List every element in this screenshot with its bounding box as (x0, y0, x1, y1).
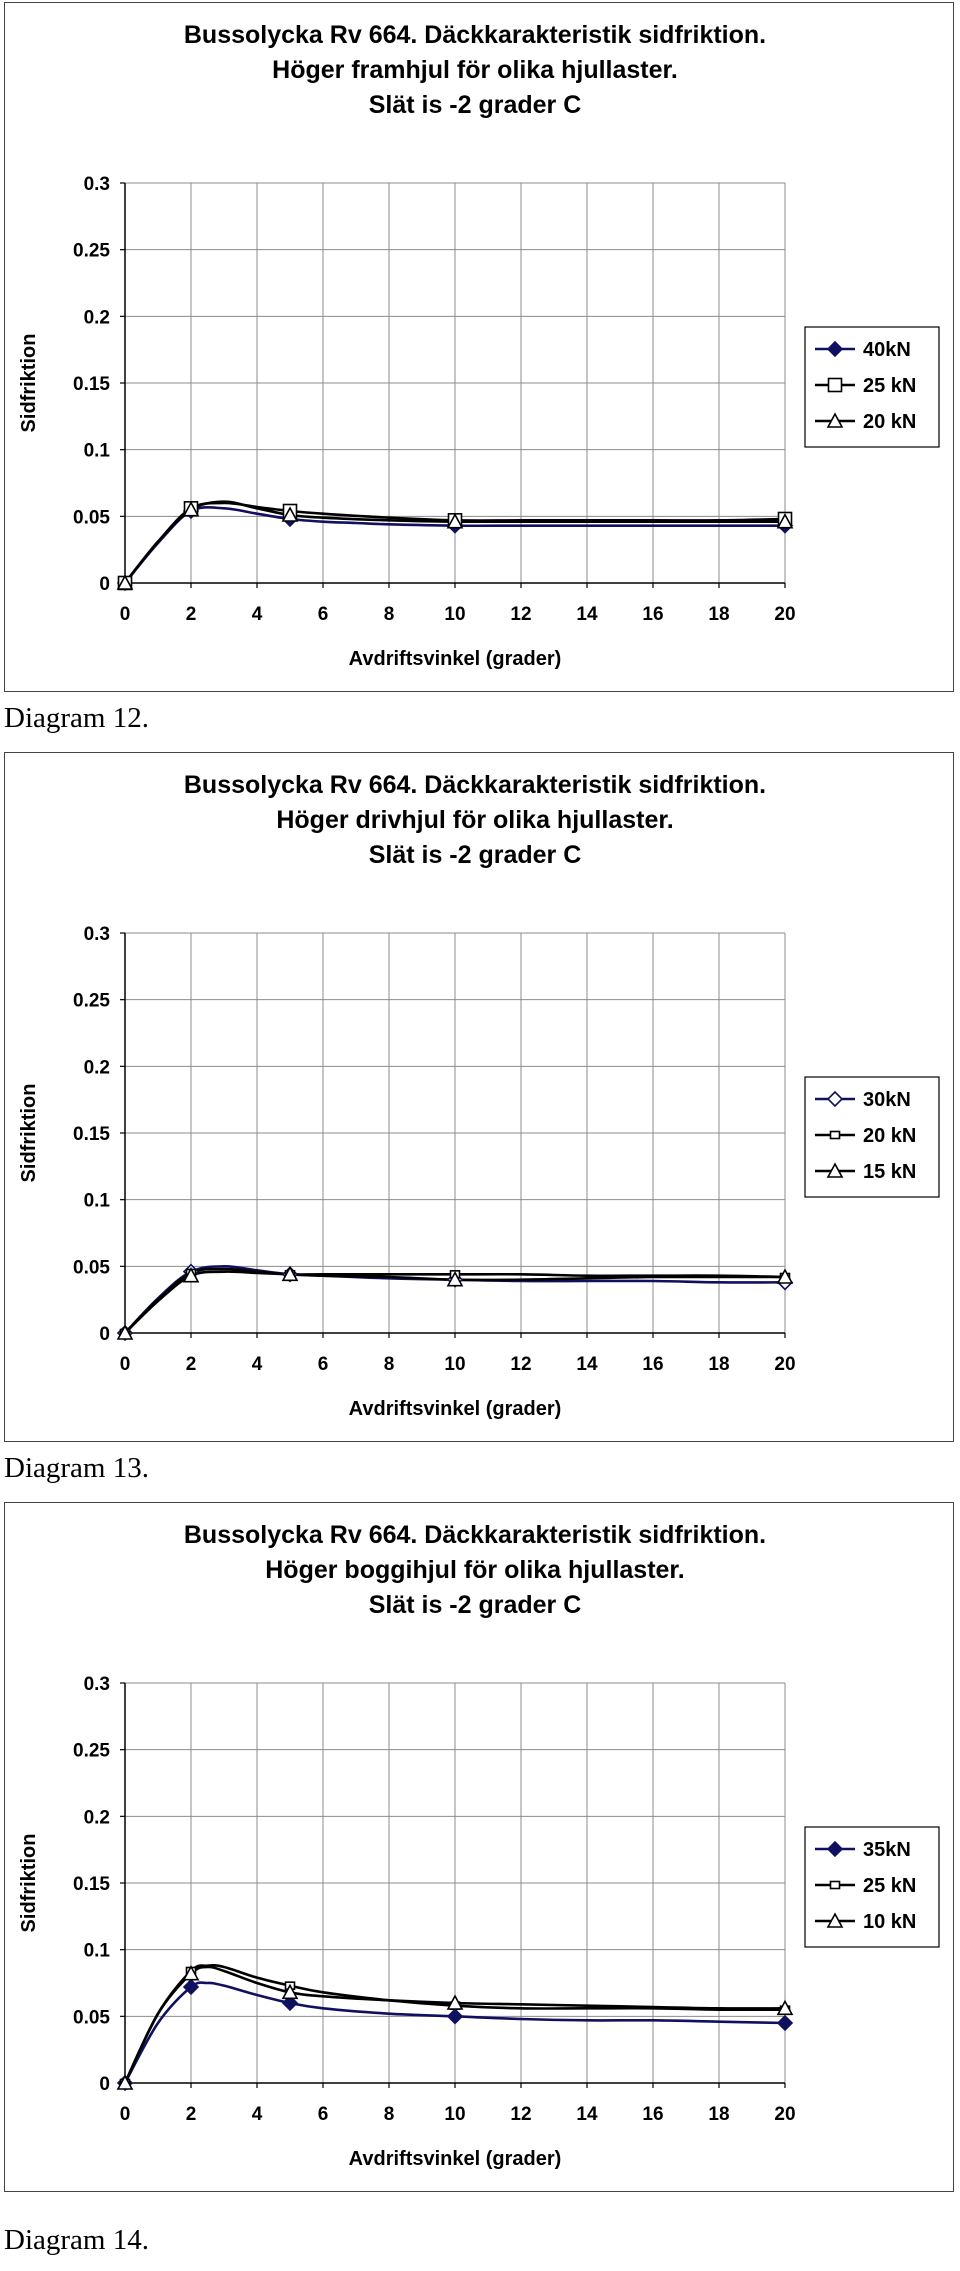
y-tick-label: 0.1 (83, 1940, 110, 1962)
x-tick-label: 18 (708, 2104, 730, 2125)
y-tick-label: 0.3 (83, 1674, 110, 1695)
x-tick-label: 14 (576, 2104, 598, 2125)
x-tick-label: 20 (774, 604, 796, 625)
caption-diagram-12: Diagram 12. (4, 702, 149, 734)
legend-label: 25 kN (863, 1875, 917, 1897)
legend-label: 25 kN (863, 375, 917, 397)
x-tick-label: 8 (383, 604, 395, 625)
chart-title-line: Slät is -2 grader C (368, 841, 582, 869)
y-tick-label: 0.15 (73, 374, 110, 395)
y-tick-label: 0.1 (83, 440, 110, 462)
x-tick-label: 10 (444, 2104, 466, 2125)
x-tick-label: 10 (444, 604, 466, 625)
y-tick-label: 0.25 (73, 240, 110, 262)
chart-title-line: Bussolycka Rv 664. Däckkarakteristik sidfriktion. (183, 21, 767, 49)
legend-label: 35kN (863, 1839, 911, 1861)
y-axis-label: Sidfriktion (18, 333, 40, 433)
chart-frame-14 (4, 1502, 954, 2192)
chart-14-svg (5, 1503, 953, 2191)
chart-13-svg (5, 753, 953, 1441)
y-tick-label: 0.15 (73, 1874, 110, 1895)
y-tick-label: 0.25 (73, 1740, 110, 1762)
x-tick-label: 20 (774, 2104, 796, 2125)
x-tick-label: 12 (510, 604, 532, 625)
caption-diagram-13: Diagram 13. (4, 1452, 149, 1484)
x-tick-label: 18 (708, 1354, 730, 1375)
x-tick-label: 16 (642, 2104, 664, 2125)
x-tick-label: 6 (317, 604, 329, 625)
x-tick-label: 2 (185, 2104, 197, 2125)
y-tick-label: 0.2 (83, 1057, 110, 1079)
x-tick-label: 0 (119, 604, 131, 625)
x-tick-label: 2 (185, 604, 197, 625)
y-tick-label: 0.15 (73, 1124, 110, 1145)
x-tick-label: 0 (119, 2104, 131, 2125)
chart-title-line: Slät is -2 grader C (368, 1591, 582, 1619)
x-tick-label: 4 (251, 2104, 263, 2125)
x-axis-label: Avdriftsvinkel (grader) (348, 2148, 562, 2170)
chart-title-line: Höger boggihjul för olika hjullaster. (265, 1556, 685, 1584)
y-tick-label: 0.05 (73, 2007, 110, 2029)
legend-label: 15 kN (863, 1161, 917, 1183)
x-tick-label: 14 (576, 604, 598, 625)
chart-frame-12 (4, 2, 954, 692)
x-tick-label: 6 (317, 1354, 329, 1375)
y-tick-label: 0.05 (73, 1257, 110, 1279)
x-tick-label: 20 (774, 1354, 796, 1375)
chart-frame-13 (4, 752, 954, 1442)
x-tick-label: 6 (317, 2104, 329, 2125)
chart-title-line: Höger drivhjul för olika hjullaster. (276, 806, 674, 834)
x-tick-label: 18 (708, 604, 730, 625)
y-axis-label: Sidfriktion (18, 1083, 40, 1183)
legend-label: 20 kN (863, 411, 917, 433)
y-tick-label: 0.3 (83, 924, 110, 945)
x-tick-label: 16 (642, 604, 664, 625)
y-tick-label: 0.3 (83, 174, 110, 195)
legend-label: 20 kN (863, 1125, 917, 1147)
x-tick-label: 12 (510, 2104, 532, 2125)
y-tick-label: 0.2 (83, 307, 110, 329)
x-tick-label: 4 (251, 604, 263, 625)
x-axis-label: Avdriftsvinkel (grader) (348, 1398, 562, 1420)
x-tick-label: 16 (642, 1354, 664, 1375)
legend-label: 30kN (863, 1089, 911, 1111)
x-tick-label: 8 (383, 1354, 395, 1375)
y-tick-label: 0.05 (73, 507, 110, 529)
chart-title-line: Slät is -2 grader C (368, 91, 582, 119)
x-tick-label: 2 (185, 1354, 197, 1375)
legend-marker (829, 379, 842, 392)
chart-title-line: Bussolycka Rv 664. Däckkarakteristik sidfriktion. (183, 771, 767, 799)
y-axis-label: Sidfriktion (18, 1833, 40, 1933)
chart-12-svg (5, 3, 953, 691)
chart-title-line: Bussolycka Rv 664. Däckkarakteristik sidfriktion. (183, 1521, 767, 1549)
legend-label: 10 kN (863, 1911, 917, 1933)
legend-label: 40kN (863, 339, 911, 361)
x-tick-label: 14 (576, 1354, 598, 1375)
x-tick-label: 4 (251, 1354, 263, 1375)
y-tick-label: 0.2 (83, 1807, 110, 1829)
x-tick-label: 10 (444, 1354, 466, 1375)
x-tick-label: 8 (383, 2104, 395, 2125)
x-tick-label: 12 (510, 1354, 532, 1375)
y-tick-label: 0.1 (83, 1190, 110, 1212)
chart-title-line: Höger framhjul för olika hjullaster. (272, 56, 678, 84)
y-tick-label: 0 (99, 574, 110, 595)
x-axis-label: Avdriftsvinkel (grader) (348, 648, 562, 670)
x-tick-label: 0 (119, 1354, 131, 1375)
y-tick-label: 0 (99, 2074, 110, 2095)
legend-marker (831, 1132, 840, 1139)
caption-diagram-14: Diagram 14. (4, 2224, 149, 2256)
y-tick-label: 0.25 (73, 990, 110, 1012)
legend-marker (831, 1882, 840, 1889)
y-tick-label: 0 (99, 1324, 110, 1345)
